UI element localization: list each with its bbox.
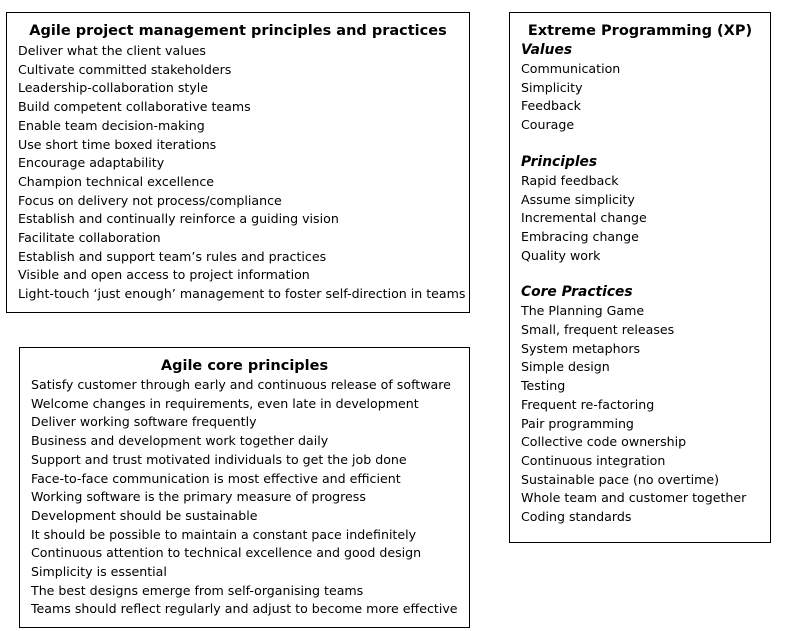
list-item: Light-touch ‘just enough’ management to foster self-direction in teams: [18, 286, 466, 302]
list-item: Continuous attention to technical excellence and good design: [31, 545, 422, 561]
list-item: The best designs emerge from self-organising teams: [31, 582, 364, 598]
xp-title: Extreme Programming (XP): [527, 23, 753, 39]
list-item: Support and trust motivated individuals to get the job done: [31, 451, 407, 467]
list-item: Face-to-face communication is most effective and efficient: [31, 470, 401, 486]
list-item: Continuous integration: [521, 452, 666, 468]
list-item: Working software is the primary measure of progress: [31, 489, 366, 505]
list-item: Assume simplicity: [521, 191, 635, 207]
list-item: Facilitate collaboration: [18, 230, 161, 246]
xp-principles-list: [521, 172, 770, 266]
list-item: Enable team decision-making: [18, 117, 205, 133]
list-item: Simplicity is essential: [31, 564, 167, 580]
list-item: Sustainable pace (no overtime): [521, 471, 720, 487]
list-item: Establish and continually reinforce a guiding vision: [18, 211, 339, 227]
list-item: Focus on delivery not process/compliance: [18, 192, 282, 208]
list-item: Incremental change: [521, 210, 647, 226]
xp-core-practices-section: [521, 283, 770, 526]
list-item: Small, frequent releases: [521, 322, 675, 338]
xp-values-list: [521, 60, 770, 135]
list-item: System metaphors: [521, 340, 641, 356]
xp-section-heading: Core Practices: [521, 284, 633, 301]
list-item: Establish and support team’s rules and practices: [18, 248, 327, 264]
xp-core-practices-list: [521, 302, 770, 526]
list-item: Courage: [521, 117, 575, 133]
xp-section-heading: Principles: [521, 153, 598, 170]
list-item: Visible and open access to project information: [18, 267, 310, 283]
list-item: Cultivate committed stakeholders: [18, 61, 232, 77]
list-item: Encourage adaptability: [18, 155, 165, 171]
xp-values-section: [521, 41, 770, 135]
list-item: Development should be sustainable: [31, 507, 258, 523]
list-item: Business and development work together daily: [31, 433, 329, 449]
list-item: Teams should reflect regularly and adjust to become more effective: [31, 601, 458, 617]
list-item: Embracing change: [521, 228, 639, 244]
xp-box: [509, 12, 771, 543]
agile-core-principles-title: Agile core principles: [160, 358, 329, 374]
list-item: Rapid feedback: [521, 172, 619, 188]
agile-pm-principles-box: [6, 12, 470, 313]
list-item: Use short time boxed iterations: [18, 136, 217, 152]
list-item: Build competent collaborative teams: [18, 99, 251, 115]
list-item: Deliver working software frequently: [31, 414, 257, 430]
list-item: Communication: [521, 61, 621, 76]
xp-principles-section: [521, 153, 770, 266]
list-item: Collective code ownership: [521, 434, 687, 450]
list-item: Simplicity: [521, 79, 583, 95]
list-item: Whole team and customer together: [521, 490, 747, 506]
list-item: Feedback: [521, 98, 581, 114]
agile-pm-principles-title: Agile project management principles and practices: [29, 23, 447, 39]
list-item: Leadership-collaboration style: [18, 80, 209, 96]
list-item: Satisfy customer through early and continuous release of software: [31, 377, 451, 392]
list-item: Champion technical excellence: [18, 173, 214, 189]
list-item: Testing: [521, 378, 566, 394]
agile-core-principles-box: [19, 347, 470, 628]
list-item: Welcome changes in requirements, even late in development: [31, 395, 419, 411]
list-item: Pair programming: [521, 415, 634, 431]
agile-pm-principles-list: [18, 42, 469, 304]
list-item: Deliver what the client values: [18, 43, 206, 58]
agile-core-principles-list: [31, 376, 469, 619]
list-item: The Planning Game: [521, 303, 645, 319]
list-item: Coding standards: [521, 509, 632, 525]
list-item: Simple design: [521, 359, 610, 375]
list-item: Frequent re-factoring: [521, 396, 655, 412]
xp-section-heading: Values: [521, 42, 573, 58]
list-item: It should be possible to maintain a constant pace indefinitely: [31, 526, 417, 542]
list-item: Quality work: [521, 247, 601, 263]
